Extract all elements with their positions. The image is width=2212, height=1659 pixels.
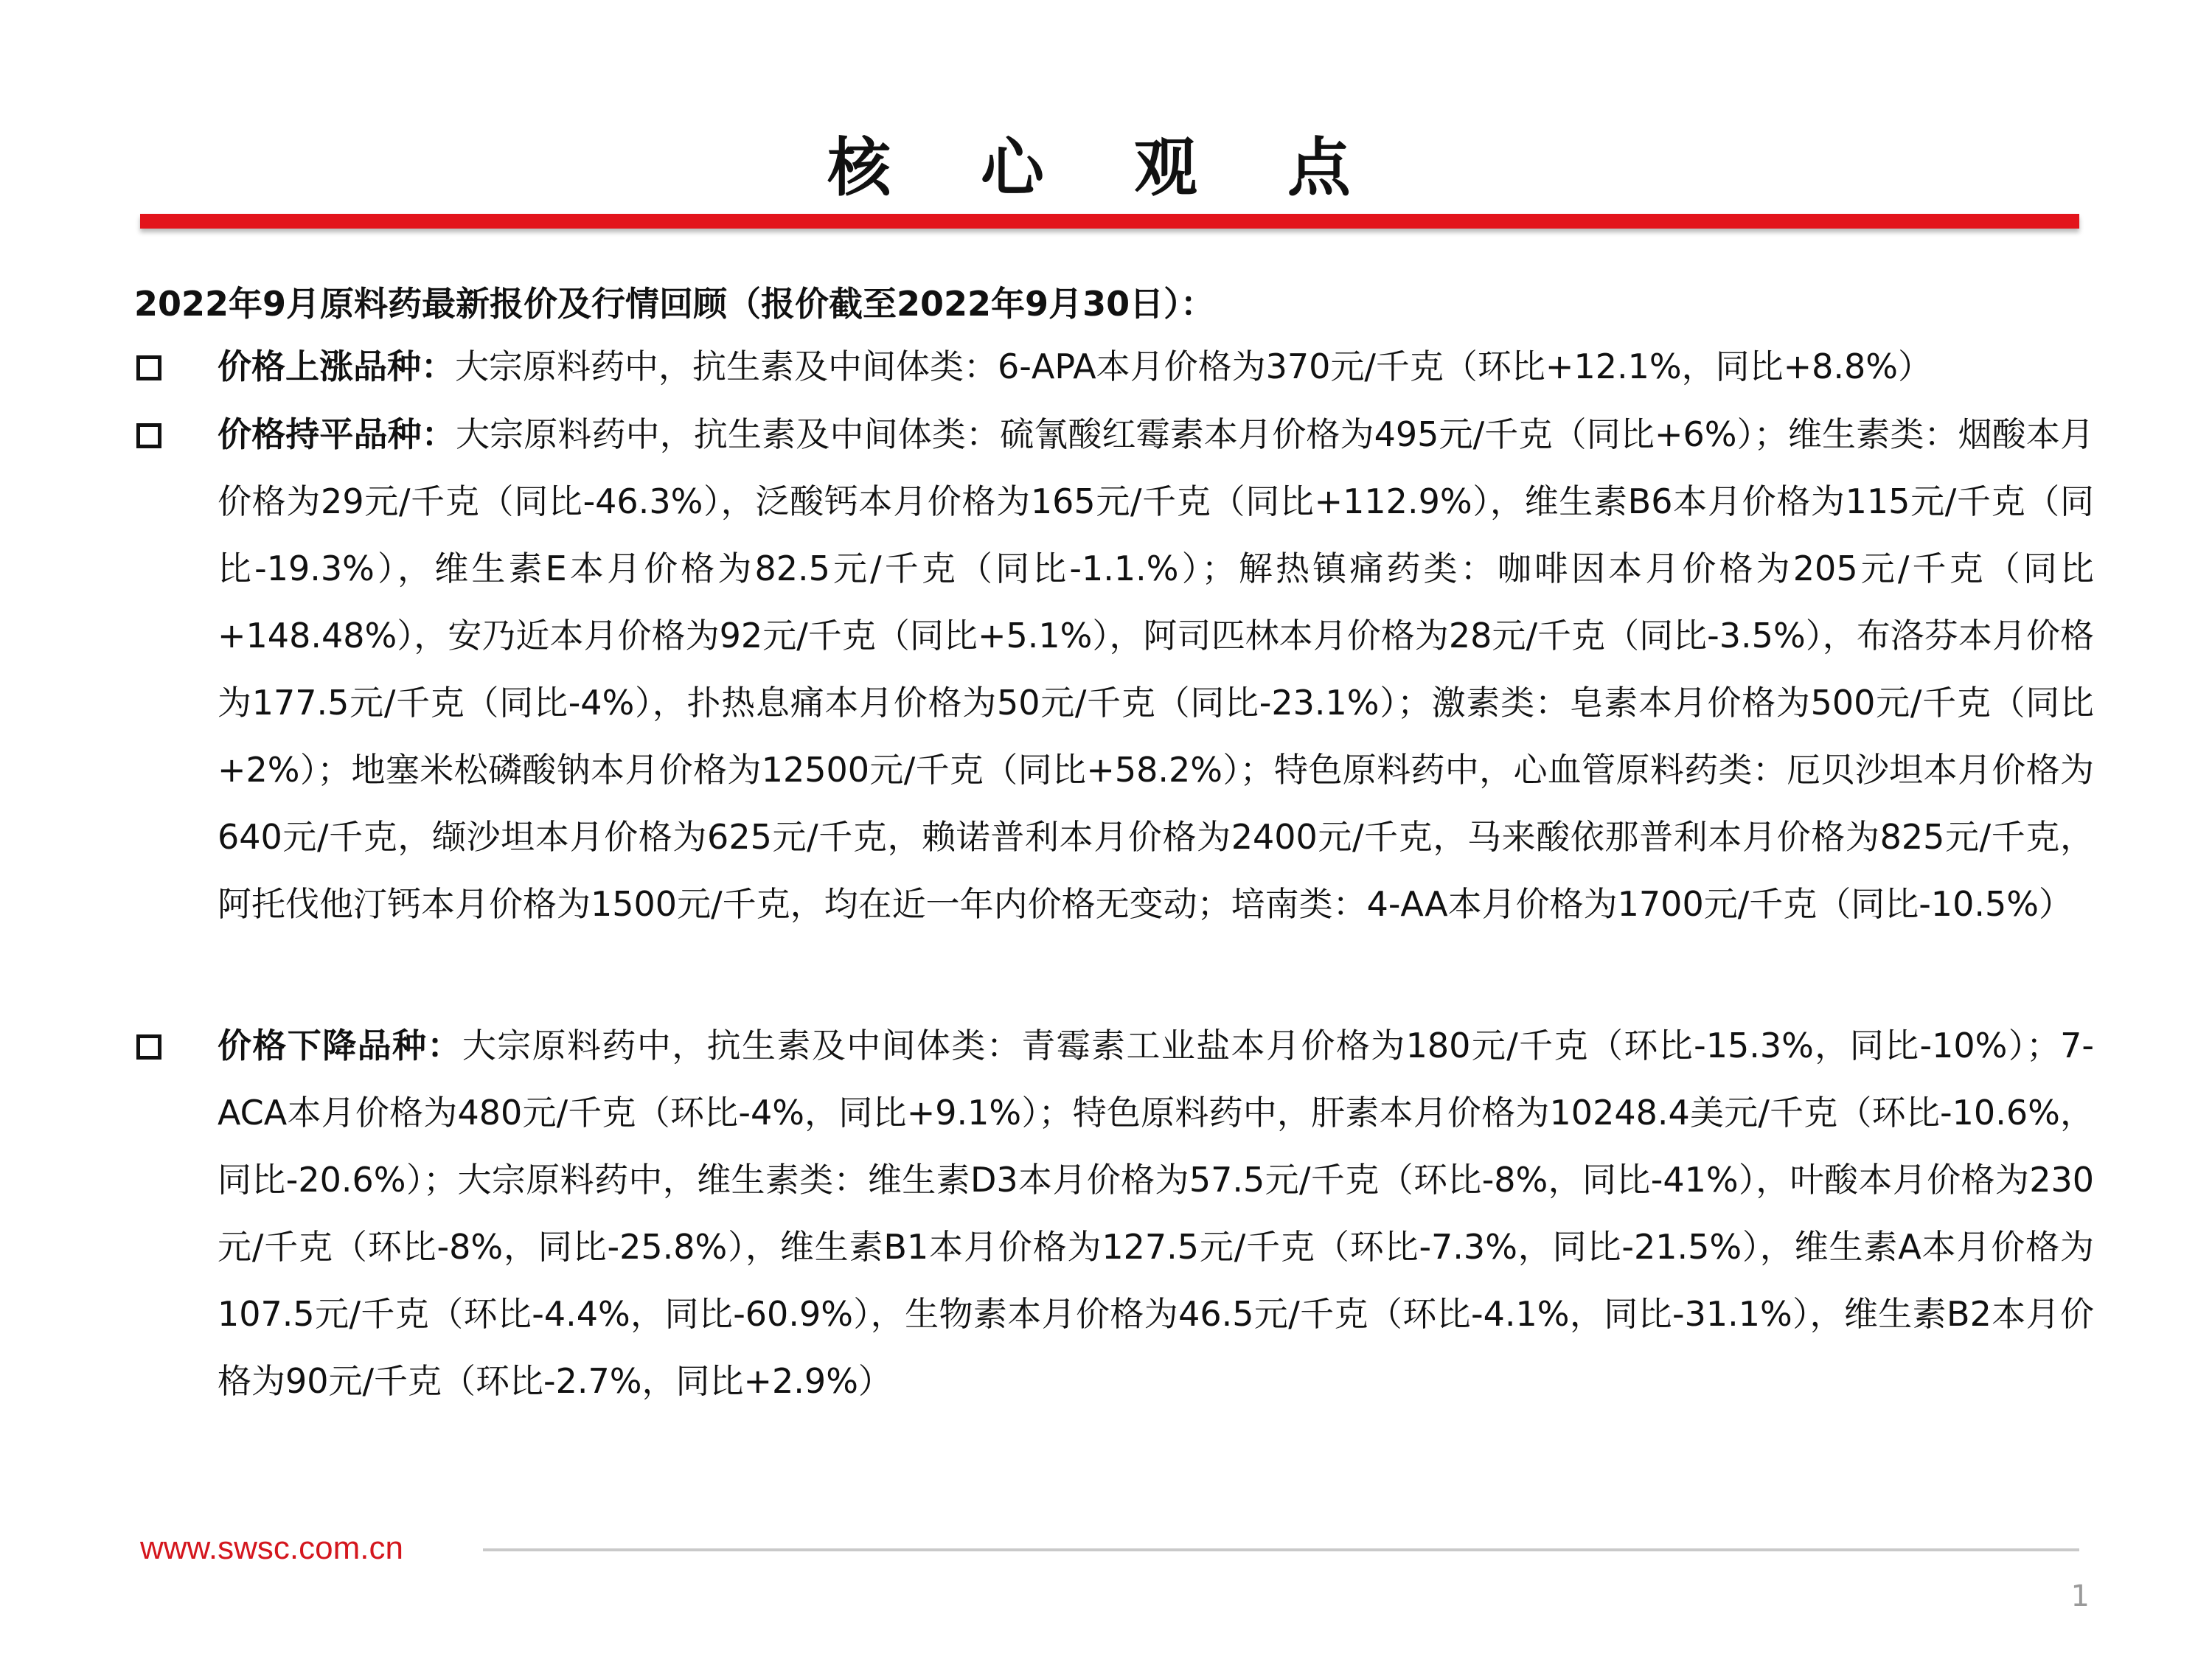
bullet-price-down-body: 大宗原料药中，抗生素及中间体类：青霉素工业盐本月价格为180元/千克（环比-15.3%，同比-10%）；7-ACA本月价格为480元/千克（环比-4%，同比+9.1%）；特色原料药中，肝素本月价格为10248.4美元/千克（环比-10.6%，同比-20.6%）；大宗原料药中，维生素类：维生素D3本月价格为57.5元/千克（环比-8%，同比-41%），叶酸本月价格为230元/千克（环比-8%，同比-25.8%），维生素B1本月价格为127.5元/千克（环比-7.3%，同比-21.5%），维生素A本月价格为107.5元/千克（环比-4.4%，同比-60.9%），生物素本月价格为46.5元/千克（环比-4.1%，同比-31.1%），维生素B2本月价格为90元/千克（环比-2.7%，同比+2.9%）: [218, 1026, 2095, 1401]
page-number: 1: [2070, 1579, 2090, 1613]
section-heading: 2022年9月原料药最新报价及行情回顾（报价截至2022年9月30日）：: [134, 284, 1215, 324]
bullet-price-flat-text: [218, 401, 2094, 938]
bullet-price-flat-body: 大宗原料药中，抗生素及中间体类：硫氰酸红霉素本月价格为495元/千克（同比+6%）；维生素类：烟酸本月价格为29元/千克（同比-46.3%），泛酸钙本月价格为165元/千克（同比+112.9%），维生素B6本月价格为115元/千克（同比-19.3%），维生素E本月价格为82.5元/千克（同比-1.1.%）；解热镇痛药类：咖啡因本月价格为205元/千克（同比+148.48%），安乃近本月价格为92元/千克（同比+5.1%），阿司匹林本月价格为28元/千克（同比-3.5%），布洛芬本月价格为177.5元/千克（同比-4%），扑热息痛本月价格为50元/千克（同比-23.1%）；激素类：皂素本月价格为500元/千克（同比+2%）；地塞米松磷酸钠本月价格为12500元/千克（同比+58.2%）；特色原料药中，心血管原料药类：厄贝沙坦本月价格为640元/千克，缬沙坦本月价格为625元/千克，赖诺普利本月价格为2400元/千克，马来酸依那普利本月价格为825元/千克，阿托伐他汀钙本月价格为1500元/千克，均在近一年内价格无变动；培南类：4-AA本月价格为1700元/千克（同比-10.5%）: [218, 414, 2094, 924]
bullet-price-up-label: 价格上涨品种：: [218, 347, 455, 386]
hollow-square-bullet-icon: [136, 423, 161, 448]
hollow-square-bullet-icon: [136, 355, 161, 380]
footer-website-link[interactable]: www.swsc.com.cn: [140, 1530, 403, 1566]
page-title: 核 心 观 点: [827, 131, 1385, 205]
bullet-price-up-body: 大宗原料药中，抗生素及中间体类：6-APA本月价格为370元/千克（环比+12.1%，同比+8.8%）: [455, 347, 1932, 386]
bullet-price-up-text: [218, 333, 2094, 400]
bullet-price-flat-label: 价格持平品种：: [218, 414, 456, 454]
bullet-price-down-label: 价格下降品种：: [218, 1026, 462, 1065]
hollow-square-bullet-icon: [136, 1034, 161, 1060]
bullet-price-down-text: [218, 1012, 2094, 1415]
footer-divider: [483, 1548, 2079, 1551]
title-divider: [140, 214, 2079, 229]
